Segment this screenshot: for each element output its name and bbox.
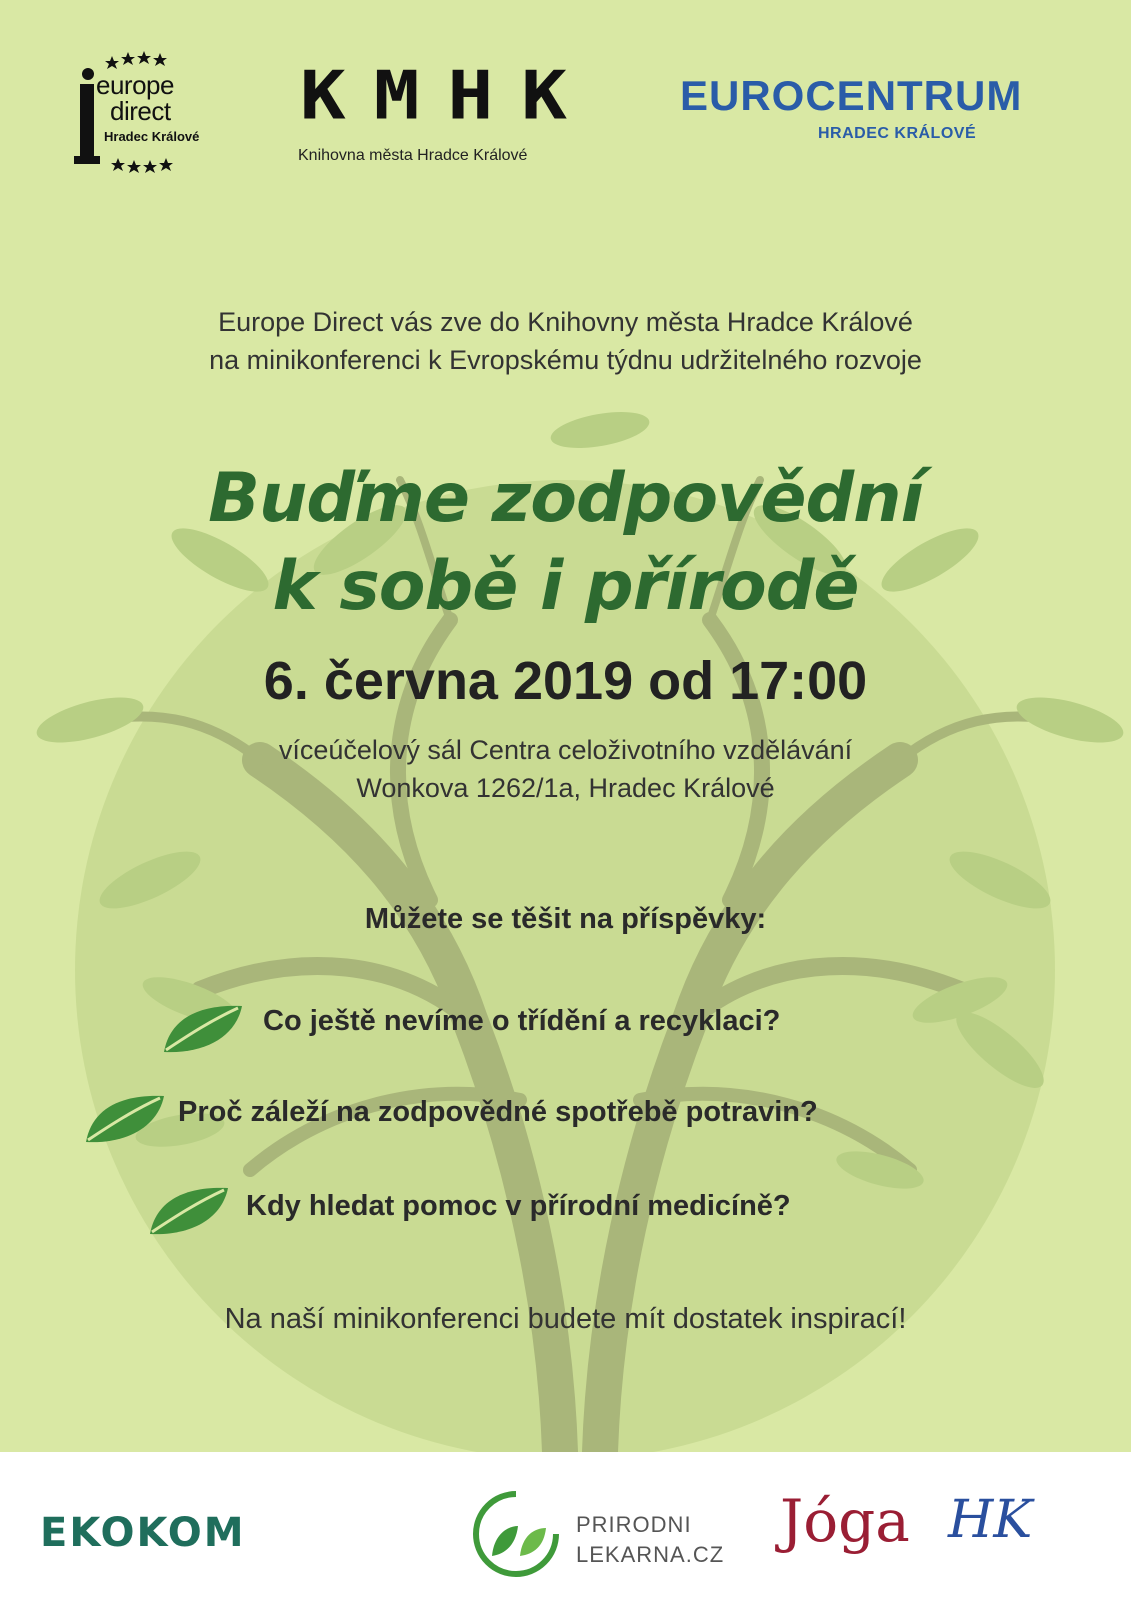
joga-hk-logo xyxy=(780,1482,1090,1582)
kmhk-mark: KMHK xyxy=(300,55,596,135)
europe-direct-line1: europe xyxy=(96,70,174,100)
event-title xyxy=(0,455,1131,631)
invitation-line2: na minikonferenci k Evropskému týdnu udržitelného rozvoje xyxy=(209,345,922,375)
eurocentrum-subtitle: HRADEC KRÁLOVÉ xyxy=(818,125,977,142)
europe-direct-logo xyxy=(70,48,240,178)
invitation-line1: Europe Direct vás zve do Knihovny města Hradce Králové xyxy=(218,307,913,337)
prirodni-lekarna-logo xyxy=(468,1482,728,1582)
kmhk-logo xyxy=(292,55,627,177)
leaf-icon xyxy=(146,1182,230,1238)
event-title-line2: k sobě i přírodě xyxy=(272,547,859,626)
ekokom-logo: EKOKOM xyxy=(40,1510,246,1556)
contribution-item: Proč záleží na zodpovědné spotřebě potravin? xyxy=(178,1096,818,1128)
event-date: 6. června 2019 od 17:00 xyxy=(263,651,868,711)
venue-line2: Wonkova 1262/1a, Hradec Králové xyxy=(356,773,775,803)
prirodni-lekarna-line1: PRIRODNI xyxy=(576,1512,692,1537)
europe-direct-line3: Hradec Králové xyxy=(104,129,200,144)
contributions-heading: Můžete se těšit na příspěvky: xyxy=(364,903,767,935)
invitation-text xyxy=(0,303,1131,379)
leaf-icon xyxy=(160,1000,244,1056)
leaf-icon xyxy=(82,1090,166,1146)
eurocentrum-logo xyxy=(680,72,1090,152)
eurocentrum-word: EUROCENTRUM xyxy=(680,72,1023,119)
contribution-item: Kdy hledat pomoc v přírodní medicíně? xyxy=(246,1190,791,1222)
venue-line1: víceúčelový sál Centra celoživotního vzdělávání xyxy=(278,735,853,765)
prirodni-lekarna-icon xyxy=(468,1486,564,1582)
event-venue xyxy=(0,731,1131,807)
joga-hk-suffix: HK xyxy=(948,1490,1033,1550)
kmhk-subtitle: Knihovna města Hradce Králové xyxy=(298,147,528,164)
joga-hk-main: Jóga xyxy=(780,1487,910,1555)
europe-direct-line2: direct xyxy=(110,96,171,126)
event-title-line1: Buďme zodpovědní xyxy=(208,459,923,538)
prirodni-lekarna-line2: LEKARNA.CZ xyxy=(576,1542,725,1567)
contribution-item: Co ještě nevíme o třídění a recyklaci? xyxy=(263,1005,781,1037)
closing-text: Na naší minikonferenci budete mít dostatek inspirací! xyxy=(224,1303,907,1335)
sponsor-footer xyxy=(0,1452,1131,1600)
